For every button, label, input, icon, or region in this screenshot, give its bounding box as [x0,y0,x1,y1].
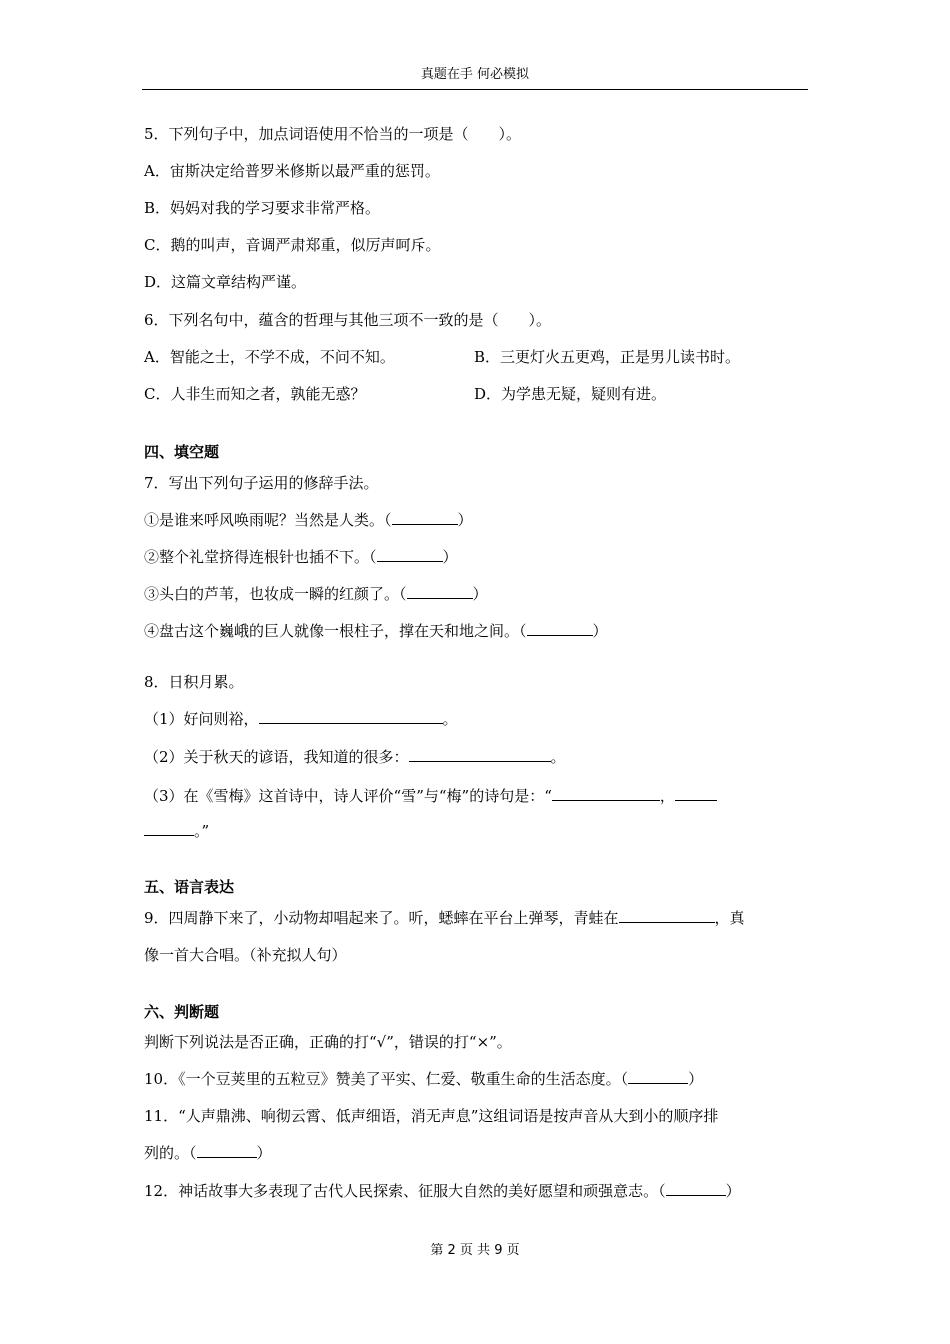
q5-option-a: A．宙斯决定给普罗米修斯以最严重的惩罚。 [144,162,440,180]
q5-option-d: D．这篇文章结构严谨。 [144,273,307,291]
q5-stem: 5．下列句子中，加点词语使用不恰当的一项是（ ）。 [144,125,522,143]
answer-blank[interactable] [377,546,443,562]
q10: 10．《一个豆荚里的五粒豆》赞美了平实、仁爱、敬重生命的生活态度。（ ） [144,1070,704,1088]
q9-line-2: 像一首大合唱。（补充拟人句） [144,946,347,964]
q6-stem: 6．下列名句中，蕴含的哲理与其他三项不一致的是（ ）。 [144,311,552,329]
q5-option-c: C．鹅的叫声，音调严肃郑重，似厉声呵斥。 [144,236,441,254]
answer-blank[interactable] [144,820,194,836]
q8-item-1: （1）好问则裕， 。 [144,710,458,728]
q5-option-b: B．妈妈对我的学习要求非常严格。 [144,199,381,217]
answer-blank[interactable] [259,708,443,724]
page-footer: 第 2 页 共 9 页 [430,1243,520,1258]
answer-blank[interactable] [552,785,660,801]
q11-line-1: 11．“人声鼎沸、响彻云霄、低声细语，消无声息”这组词语是按声音从大到小的顺序排 [144,1107,719,1125]
q8-item-3: （3）在《雪梅》这首诗中，诗人评价“雪”与“梅”的诗句是：“ ， [144,785,717,807]
q9-line-1: 9．四周静下来了，小动物却唱起来了。听，蟋蟀在平台上弹琴，青蛙在 ，真 [144,909,745,927]
answer-blank[interactable] [392,509,458,525]
answer-blank[interactable] [666,1180,726,1196]
answer-blank[interactable] [197,1142,257,1158]
answer-blank[interactable] [407,583,473,599]
q6-option-a: A．智能之士，不学不成，不问不知。 [144,348,395,366]
q8-item-3-cont: 。” [144,820,209,842]
q7-item-4: ④盘古这个巍峨的巨人就像一根柱子，撑在天和地之间。（ ） [144,622,608,640]
q11-line-2: 列的。（ ） [144,1144,272,1162]
q6-option-c: C．人非生而知之者，孰能无惑？ [144,385,366,403]
section-language-expression: 五、语言表达 [144,878,235,896]
q8-item-2: （2）关于秋天的谚语，我知道的很多： 。 [144,748,566,766]
section-true-false: 六、判断题 [144,1003,220,1021]
q8-stem: 8．日积月累。 [144,673,244,691]
q6-option-d: D．为学患无疑，疑则有进。 [474,385,667,403]
q7-item-1: ①是谁来呼风唤雨呢？当然是人类。（ ） [144,511,473,529]
answer-blank[interactable] [675,785,717,801]
answer-blank[interactable] [619,907,715,923]
q7-item-2: ②整个礼堂挤得连根针也插不下。（ ） [144,548,458,566]
page-header: 真题在手 何必模拟 [420,67,530,82]
answer-blank[interactable] [409,746,551,762]
header-divider [142,89,808,90]
judge-intro: 判断下列说法是否正确，正确的打“√”，错误的打“×”。 [144,1033,512,1051]
section-fill-in: 四、填空题 [144,443,220,461]
q6-option-b: B．三更灯火五更鸡，正是男儿读书时。 [474,348,741,366]
q7-stem: 7．写出下列句子运用的修辞手法。 [144,474,379,492]
answer-blank[interactable] [527,620,593,636]
q7-item-3: ③头白的芦苇，也妆成一瞬的红颜了。（ ） [144,585,488,603]
q12: 12．神话故事大多表现了古代人民探索、征服大自然的美好愿望和顽强意志。（ ） [144,1182,741,1200]
answer-blank[interactable] [628,1068,688,1084]
